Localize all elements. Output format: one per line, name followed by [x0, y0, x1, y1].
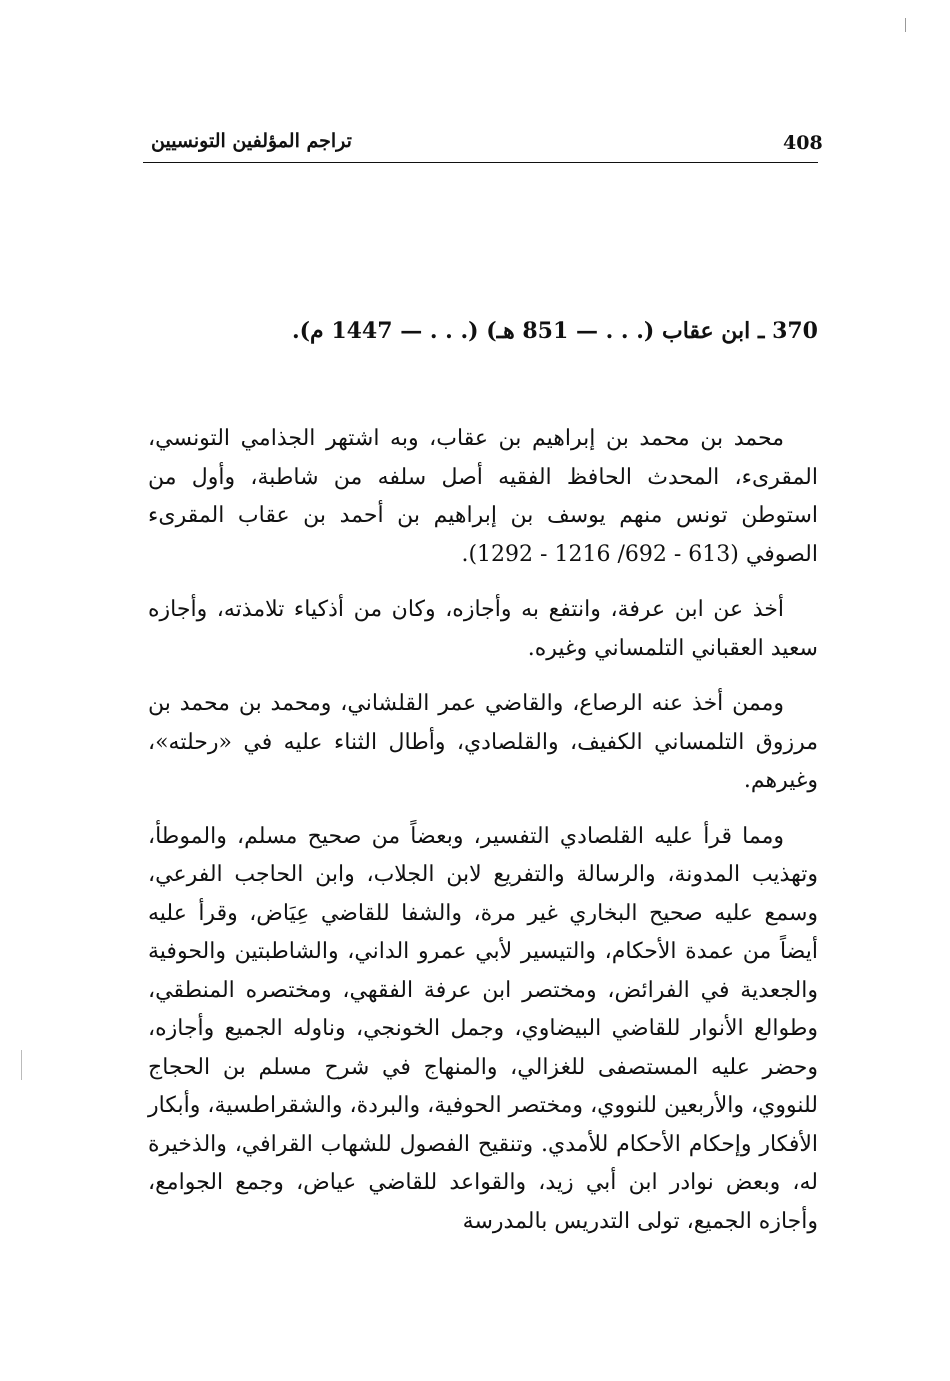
scan-mark [905, 18, 906, 32]
scan-mark [21, 1050, 22, 1080]
paragraph: وممن أخذ عنه الرصاع، والقاضي عمر القلشاني، ومحمد بن محمد بن مرزوق التلمساني الكفيف، والقلصادي، وأطال الثناء عليه في «رحلته»، وغيرهم. [148, 691, 818, 793]
entry-body [148, 420, 818, 1258]
header-rule [143, 162, 818, 163]
paragraph: محمد بن محمد بن إبراهيم بن عقاب، وبه اشتهر الجذامي التونسي، المقرىء، المحدث الحافظ الفقيه أصل سلفه من شاطبة، وأول من استوطن تونس منهم يوسف بن إبراهيم بن أحمد بن عقاب المقرىء الصوفي (613 - 692/ 1216 - 1292). [148, 426, 818, 567]
paragraph: أخذ عن ابن عرفة، وانتفع به وأجازه، وكان من أذكياء تلامذته، وأجازه سعيد العقباني التلمساني وغيره. [148, 597, 818, 661]
running-title: تراجم المؤلفين التونسيين [151, 130, 352, 152]
entry-heading: 370 ـ ابن عقاب (. . . — 851 هـ) (. . . — 1447 م). [291, 318, 818, 344]
page-number: 408 [783, 132, 823, 154]
paragraph: ومما قرأ عليه القلصادي التفسير، وبعضاً من صحيح مسلم، والموطأ، وتهذيب المدونة، والرسالة والتفريع لابن الجلاب، وابن الحاجب الفرعي، وسمع عليه صحيح البخاري غير مرة، والشفا للقاضي عِيَاض، وقرأ عليه أيضاً من عمدة الأحكام، والتيسير لأبي عمرو الداني، والشاطبتين والحوفية والجعدية في الفرائض، ومختصر ابن عرفة الفقهي، ومختصره المنطقي، وطوالع الأنوار للقاضي البيضاوي، وجمل الخونجي، وناوله الجميع وأجازه، وحضر عليه المستصفى للغزالي، والمنهاج في شرح مسلم بن الحجاج للنووي، والأربعين للنووي، ومختصر الحوفية، والبردة، والشقراطسية، وأبكار الأفكار وإحكام الأحكام للأمدي. وتنقيح الفصول للشهاب القرافي، والذخيرة له، وبعض نوادر ابن أبي زيد، والقواعد للقاضي عياض، وجمع الجوامع، وأجازه الجميع، تولى التدريس بالمدرسة [148, 823, 818, 1234]
page-header [143, 128, 823, 162]
